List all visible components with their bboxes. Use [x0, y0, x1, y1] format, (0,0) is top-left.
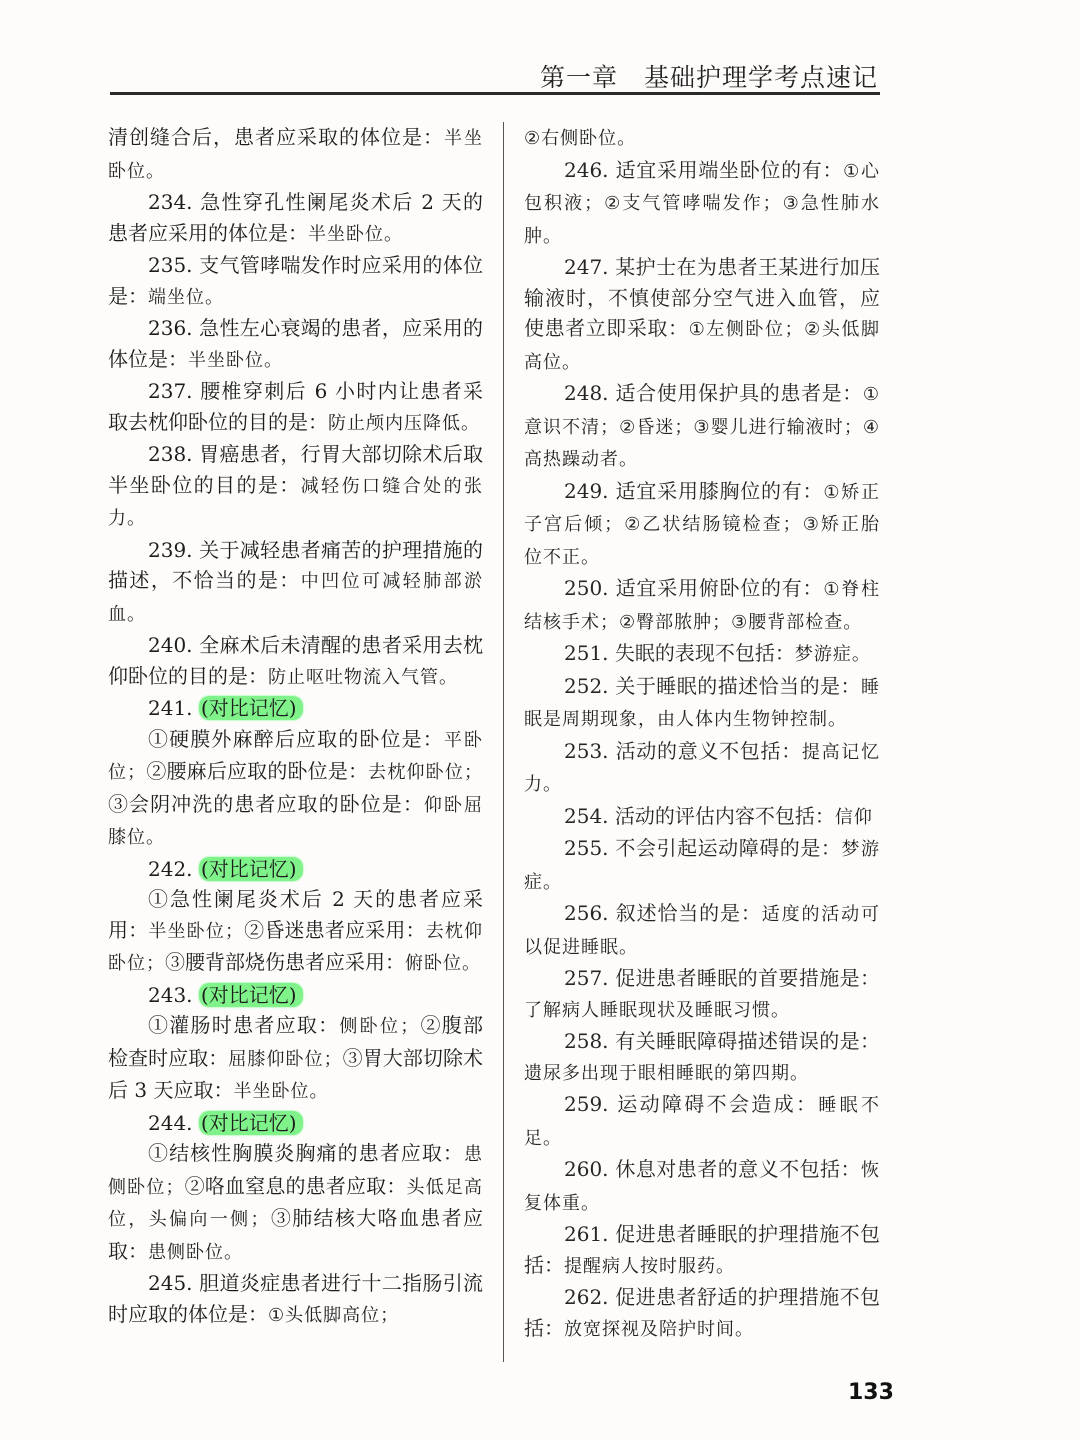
answer-text: 梦游症。: [524, 839, 880, 893]
question-text: 254. 活动的评估内容不包括：: [564, 803, 835, 828]
question-text: ②咯血窒息的患者应取：: [184, 1173, 407, 1198]
answer-text: 平卧位；: [108, 729, 484, 783]
question-item: [108, 250, 483, 313]
sub-item: [108, 1010, 483, 1108]
answer-text: 恢复体重。: [524, 1160, 880, 1214]
question-item: [524, 801, 880, 834]
question-item: [108, 535, 483, 631]
sub-item: [108, 884, 483, 980]
answer-text: 半坐卧位。: [233, 1081, 329, 1102]
question-text: 259. 运动障碍不会造成：: [564, 1092, 819, 1116]
answer-text: 遗尿多出现于眼相睡眠的第四期。: [524, 1062, 809, 1084]
answer-text: 梦游症。: [794, 644, 871, 665]
question-text: ③肺结核大咯血患者应取：: [108, 1206, 484, 1263]
right-column: [524, 122, 880, 1345]
answer-text: 俯卧位。: [405, 953, 481, 974]
question-item: [108, 122, 483, 187]
question-item: [524, 1089, 880, 1154]
question-text: 238. 胃癌患者，行胃大部切除术后取半坐卧位的目的是：: [108, 442, 483, 497]
question-item: [108, 693, 483, 724]
question-item: [524, 638, 880, 671]
question-item: [108, 630, 483, 693]
question-item: [524, 122, 880, 155]
question-item: [524, 898, 880, 963]
question-item: [524, 378, 880, 476]
question-text: ②腰麻后应取的卧位是：: [146, 759, 369, 783]
question-text: ②腹部检查时应取：: [108, 1013, 484, 1070]
question-item: [524, 1282, 880, 1345]
answer-text: 半坐卧位。: [308, 223, 403, 245]
question-text: ③腰背部烧伤患者应采用：: [165, 950, 405, 974]
question-text: ③胃大部切除术后 3 天应取：: [108, 1045, 484, 1102]
left-column: [108, 122, 483, 1331]
answer-text: 防止颅内压降低。: [328, 412, 480, 434]
question-text: 251. 失眠的表现不包括：: [564, 641, 795, 665]
answer-text: 中凹位可减轻肺部淤血。: [108, 571, 484, 625]
answer-text: 提高记忆力。: [524, 741, 881, 795]
sub-item: [108, 724, 483, 854]
question-item: [524, 671, 880, 736]
question-text: ③会阴冲洗的患者应取的卧位是：: [108, 791, 424, 816]
question-text: 235. 支气管哮喘发作时应采用的体位是：: [108, 253, 483, 308]
question-text: 237. 腰椎穿刺后 6 小时内让患者采取去枕仰卧位的目的是：: [108, 379, 483, 434]
question-item: [524, 1154, 880, 1219]
question-text: 246. 适宜采用端坐卧位的有：: [564, 157, 844, 182]
question-text: 245. 胆道炎症患者进行十二指肠引流时应取的体位是：: [108, 1271, 483, 1326]
column-divider: [503, 122, 504, 1362]
question-text: 255. 不会引起运动障碍的是：: [564, 836, 842, 860]
answer-text: 半坐卧位；: [148, 920, 245, 942]
question-text: 241.: [148, 696, 199, 720]
answer-text: ①意识不清；②昏迷；③婴儿进行输液时；④高热躁动者。: [524, 384, 880, 470]
answer-text: 睡眠不足。: [524, 1095, 881, 1149]
question-item: [524, 252, 880, 378]
question-item: [524, 1219, 880, 1282]
question-text: 257. 促进患者睡眠的首要措施是：: [564, 966, 880, 990]
question-text: 260. 休息对患者的意义不包括：: [564, 1157, 861, 1181]
question-text: 261. 促进患者睡眠的护理措施不包括：: [524, 1222, 880, 1277]
answer-text: 仰卧屈膝位。: [108, 794, 484, 848]
question-text: ①急性阑尾炎术后 2 天的患者应采用：: [108, 887, 483, 942]
answer-text: 适度的活动可以促进睡眠。: [524, 904, 881, 958]
question-item: [524, 155, 880, 253]
question-item: [524, 573, 880, 638]
answer-text: ①心包积液；②支气管哮喘发作；③急性肺水肿。: [524, 160, 880, 247]
answer-text: 侧卧位；: [339, 1016, 420, 1037]
question-item: [108, 187, 483, 250]
answer-text: 去枕仰卧位；: [368, 762, 484, 783]
highlight-tag: (对比记忆): [199, 983, 303, 1007]
answer-text: 屈膝仰卧位；: [228, 1048, 343, 1070]
question-text: 249. 适宜采用膝胸位的有：: [564, 478, 824, 503]
question-text: 250. 适宜采用俯卧位的有：: [564, 576, 824, 600]
answer-text: 端坐位。: [148, 286, 224, 308]
question-text: 244.: [148, 1110, 199, 1135]
sub-item: [108, 1138, 483, 1268]
question-item: [108, 1108, 483, 1139]
question-text: 256. 叙述恰当的是：: [564, 901, 762, 925]
chapter-title: 第一章 基础护理学考点速记: [539, 63, 878, 92]
answer-text: ①脊柱结核手术；②臀部脓肿；③腰背部检查。: [524, 579, 880, 633]
answer-text: 患侧卧位；: [108, 1144, 483, 1198]
question-item: [108, 1268, 483, 1331]
question-item: [524, 833, 880, 898]
question-item: [108, 980, 483, 1011]
question-text: 清创缝合后，患者应采取的体位是：: [108, 125, 444, 149]
question-text: 248. 适合使用保护具的患者是：: [564, 381, 863, 405]
header-rule: [110, 92, 880, 95]
question-text: ①灌肠时患者应取：: [148, 1013, 340, 1037]
question-text: 253. 活动的意义不包括：: [564, 738, 802, 763]
question-text: 236. 急性左心衰竭的患者，应采用的体位是：: [108, 316, 483, 371]
answer-text: 去枕仰卧位；: [108, 920, 484, 974]
question-text: 242.: [148, 856, 199, 881]
answer-text: ①头低脚高位；: [268, 1304, 400, 1326]
question-text: ①结核性胸膜炎胸痛的患者应取：: [148, 1141, 464, 1165]
answer-text: 半坐卧位。: [108, 128, 483, 182]
question-text: ②昏迷患者应采用：: [244, 917, 426, 942]
answer-text: ①左侧卧位；②头低脚高位。: [524, 319, 880, 373]
answer-text: 头低足高位，头偏向一侧；: [108, 1176, 483, 1230]
question-item: [108, 854, 483, 885]
question-item: [108, 313, 483, 376]
question-item: [524, 476, 880, 574]
answer-text: 睡眠是周期现象，由人体内生物钟控制。: [524, 676, 880, 730]
question-item: [108, 439, 483, 535]
question-item: [524, 963, 880, 1026]
answer-text: ①矫正子宫后倾；②乙状结肠镜检查；③矫正胎位不正。: [524, 481, 880, 568]
question-text: 243.: [148, 982, 199, 1007]
question-text: 240. 全麻术后未清醒的患者采用去枕仰卧位的目的是：: [108, 633, 483, 688]
answer-text: 提醒病人按时服药。: [564, 1255, 735, 1277]
answer-text: 信仰: [834, 806, 873, 828]
question-text: 239. 关于减轻患者痛苦的护理措施的描述，不恰当的是：: [108, 537, 483, 592]
question-text: 234. 急性穿孔性阑尾炎术后 2 天的患者应采用的体位是：: [108, 190, 483, 245]
answer-text: 防止呕吐物流入气管。: [268, 666, 458, 688]
highlight-tag: (对比记忆): [199, 1111, 303, 1135]
answer-text: 半坐卧位。: [188, 349, 283, 371]
page-number: 133: [848, 1380, 894, 1405]
question-text: 258. 有关睡眠障碍描述错误的是：: [564, 1029, 880, 1053]
answer-text: ②右侧卧位。: [524, 128, 637, 149]
question-item: [108, 376, 483, 439]
answer-text: 患侧卧位。: [148, 1241, 243, 1263]
answer-text: 放宽探视及陪护时间。: [564, 1318, 754, 1340]
question-item: [524, 736, 880, 801]
question-item: [524, 1026, 880, 1089]
question-text: 247. 某护士在为患者王某进行加压输液时，不慎使部分空气进入血管，应使患者立即采取：: [524, 255, 880, 340]
question-text: 262. 促进患者舒适的护理措施不包括：: [524, 1285, 880, 1340]
highlight-tag: (对比记忆): [199, 857, 303, 881]
answer-text: 了解病人睡眠现状及睡眠习惯。: [524, 999, 790, 1021]
question-text: ①硬膜外麻醉后应取的卧位是：: [148, 726, 444, 751]
running-header: [110, 52, 878, 92]
highlight-tag: (对比记忆): [199, 696, 303, 720]
question-text: 252. 关于睡眠的描述恰当的是：: [564, 673, 861, 698]
answer-text: 减轻伤口缝合处的张力。: [108, 475, 484, 529]
